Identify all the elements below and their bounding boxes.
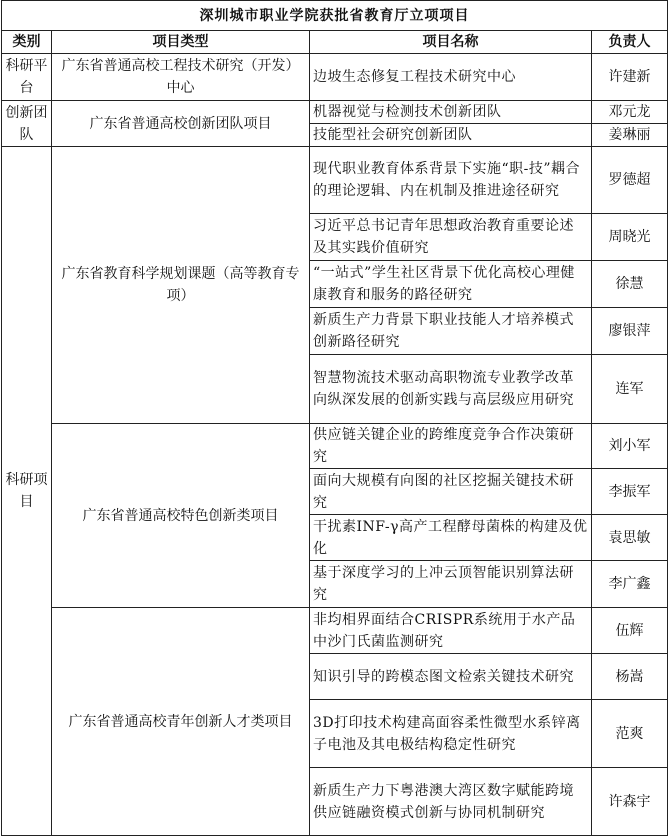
projects-table — [1, 0, 668, 836]
table-title: 深圳城市职业学院获批省教育厅立项项目 — [2, 1, 668, 31]
project-name-cell: 新质生产力下粤港澳大湾区数字赋能跨境供应链融资模式创新与协同机制研究 — [310, 768, 592, 836]
header-type: 项目类型 — [52, 31, 310, 54]
project-owner-cell: 姜琳丽 — [592, 124, 668, 147]
project-name-cell: 知识引导的跨模态图文检索关键技术研究 — [310, 654, 592, 700]
project-name-cell: 边坡生态修复工程技术研究中心 — [310, 54, 592, 101]
category-cell: 创新团队 — [2, 101, 52, 147]
project-owner-cell: 范爽 — [592, 700, 668, 768]
table-row — [2, 608, 668, 654]
table-row — [2, 424, 668, 469]
project-owner-cell: 袁思敏 — [592, 515, 668, 561]
project-name-cell: 3D打印技术构建高面容柔性微型水系锌离子电池及其电极结构稳定性研究 — [310, 700, 592, 768]
table-row — [2, 54, 668, 101]
project-type-cell: 广东省普通高校创新团队项目 — [52, 101, 310, 147]
table-row — [2, 101, 668, 124]
project-name-cell: 新质生产力背景下职业技能人才培养模式创新路径研究 — [310, 308, 592, 355]
project-type-cell: 广东省普通高校青年创新人才类项目 — [52, 608, 310, 836]
table-row — [2, 147, 668, 214]
category-cell: 科研平台 — [2, 54, 52, 101]
project-name-cell: 技能型社会研究创新团队 — [310, 124, 592, 147]
project-owner-cell: 许森宇 — [592, 768, 668, 836]
project-name-cell: 智慧物流技术驱动高职物流专业教学改革向纵深发展的创新实践与高层级应用研究 — [310, 355, 592, 424]
project-owner-cell: 刘小军 — [592, 424, 668, 469]
project-name-cell: 现代职业教育体系背景下实施“职-技”耦合的理论逻辑、内在机制及推进途径研究 — [310, 147, 592, 214]
project-owner-cell: 伍辉 — [592, 608, 668, 654]
project-owner-cell: 周晓光 — [592, 214, 668, 261]
project-name-cell: 非均相界面结合CRISPR系统用于水产品中沙门氏菌监测研究 — [310, 608, 592, 654]
project-name-cell: 机器视觉与检测技术创新团队 — [310, 101, 592, 124]
project-type-cell: 广东省普通高校工程技术研究（开发）中心 — [52, 54, 310, 101]
project-owner-cell: 连军 — [592, 355, 668, 424]
project-owner-cell: 廖银萍 — [592, 308, 668, 355]
project-name-cell: “一站式”学生社区背景下优化高校心理健康教育和服务的路径研究 — [310, 261, 592, 308]
project-owner-cell: 杨嵩 — [592, 654, 668, 700]
project-name-cell: 基于深度学习的上冲云顶智能识别算法研究 — [310, 561, 592, 608]
category-cell: 科研项目 — [2, 147, 52, 836]
project-owner-cell: 邓元龙 — [592, 101, 668, 124]
header-owner: 负责人 — [592, 31, 668, 54]
project-type-cell: 广东省教育科学规划课题（高等教育专项） — [52, 147, 310, 424]
project-name-cell: 供应链关键企业的跨维度竞争合作决策研究 — [310, 424, 592, 469]
project-owner-cell: 许建新 — [592, 54, 668, 101]
project-name-cell: 面向大规模有向图的社区挖掘关键技术研究 — [310, 469, 592, 515]
project-owner-cell: 徐慧 — [592, 261, 668, 308]
project-owner-cell: 李振军 — [592, 469, 668, 515]
project-name-cell: 习近平总书记青年思想政治教育重要论述及其实践价值研究 — [310, 214, 592, 261]
project-type-cell: 广东省普通高校特色创新类项目 — [52, 424, 310, 608]
project-owner-cell: 罗德超 — [592, 147, 668, 214]
header-name: 项目名称 — [310, 31, 592, 54]
header-category: 类别 — [2, 31, 52, 54]
project-owner-cell: 李广鑫 — [592, 561, 668, 608]
project-name-cell: 干扰素INF-γ高产工程酵母菌株的构建及优化 — [310, 515, 592, 561]
